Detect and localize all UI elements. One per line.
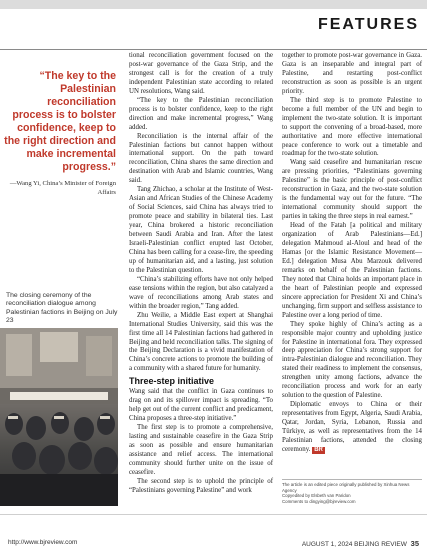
paragraph: Wang said that the conflict in Gaza continues to drag on and its spillover impact is spreading. “To help get out of the current conflict and predicament, China proposes a three-step initiative.” <box>129 388 273 423</box>
paragraph: They spoke highly of China’s acting as a responsible major country and upholding justice for Palestine in international fora. They expressed deep appreciation for China’s strong support for intra-Palestinian dialogue and reconciliation. They stated their readiness to implement the consensus, strengthen unity among factions, advance the reconciliation process and work for an early solution to the question of Palestine. <box>282 320 422 400</box>
pull-quote-text: “The key to the Palestinian reconciliation process is to bolster confidence, keep to the right direction and make incremental progress.” <box>4 70 116 173</box>
paragraph: The first step is to promote a comprehensive, lasting and sustainable ceasefire in the Gaza Strip as soon as possible and ensure humanitarian assistance and relief access. The international community should further unite on the issue of ceasefire. <box>129 424 273 476</box>
credits-contact: Comments to dingying@bjreview.com <box>282 498 356 504</box>
photo-caption: The closing ceremony of the reconciliation dialogue among Palestinian factions in Beijing on July 23 <box>6 292 118 325</box>
paragraph: tional reconciliation government focused on the post-war governance of the Gaza Strip, and the strongest call is for the creation of a truly independent Palestinian state according to related UN resolutions, Wang said. <box>129 52 273 95</box>
paragraph: Tang Zhichao, a scholar at the Institute of West-Asian and African Studies of the Chinese Academy of Social Sciences, said China has always tried to promote peace and stability in bilateral ties. Last year, China brokered a historic reconciliation between Saudi Arabia and Iran. After the latest Israeli-Palestinian conflict erupted last October, China has been calling for a cease-fire, the speeding up of humanitarian aid, and a lasting, just solution to the Palestinian question. <box>129 186 273 274</box>
section-title: FEATURES <box>317 16 419 33</box>
footer-rule <box>0 514 427 515</box>
footer-issue: AUGUST 1, 2024 BEIJING REVIEW <box>301 541 407 548</box>
article-column-2 <box>282 52 422 455</box>
credits-copyeditor: Copyedited by Elsbeth van Paridon <box>282 493 351 499</box>
footer-issue-info <box>302 539 419 548</box>
credits-source: The article is an edited piece originally published by Xinhua News Agency <box>282 482 410 493</box>
footer-url[interactable]: http://www.bjreview.com <box>8 539 78 546</box>
paragraph: Wang said ceasefire and humanitarian rescue are pressing priorities, “Palestinians governing Palestine” is the basic principle of post-conflict reconstruction in Gaza, and the two-state solution is the fundamental way out for the future. “The international community should support the parties in taking the three steps in real earnest.” <box>282 159 422 221</box>
end-mark-logo: BR <box>314 446 323 453</box>
paragraph: The second step is to uphold the principle of “Palestinians governing Palestine” and work <box>129 477 273 494</box>
ceremony-photo <box>0 328 118 506</box>
page-number: 35 <box>410 539 419 548</box>
pull-quote <box>4 70 116 197</box>
pull-quote-attribution: —Wang Yi, China’s Minister of Foreign Affairs <box>9 180 116 196</box>
paragraph: Zhu Weilie, a Middle East expert at Shanghai International Studies University, said this was the first time all 14 Palestinian factions had gathered in Beijing and held reconciliation talks. The signing of the Beijing Declaration is a vivid manifestation of China’s concrete actions to promote the building of a community with a shared future for humanity. <box>129 311 273 373</box>
paragraph: The third step is to promote Palestine to become a full member of the UN and begin to implement the two-state solution. It is important to support the convening of a broad-based, more authoritative and more effective international peace conference to work out a timetable and roadmap for the two-state solution. <box>282 96 422 158</box>
paragraph-text: Diplomatic envoys to China or their representatives from Egypt, Algeria, Saudi Arabia, Qatar, Jordan, Syria, Lebanon, Russia and Türkiye, as well as representatives from the 14 Palestinian factions, attended the closing ceremony. <box>282 401 422 453</box>
article-column-1 <box>129 52 273 496</box>
header-rule <box>0 49 427 50</box>
ceremony-photo-image <box>0 328 118 506</box>
paragraph: “The key to the Palestinian reconciliation process is to bolster confidence, keep to the right direction and make incremental progress,” Wang added. <box>129 96 273 131</box>
paragraph: together to promote post-war governance in Gaza. Gaza is an inseparable and integral part of Palestine, and restarting post-conflict reconstruction as soon as possible is an urgent priority. <box>282 52 422 95</box>
article-credits <box>282 482 422 504</box>
top-color-bar <box>0 0 427 9</box>
section-subhead: Three-step initiative <box>129 376 215 387</box>
paragraph-final <box>282 401 422 455</box>
paragraph: “China’s stabilizing efforts have not only helped ease tensions within the region, but also catalyzed a wave of reconciliations among Arab states and within the broader region,” Tang added. <box>129 275 273 310</box>
credits-rule <box>282 479 422 480</box>
paragraph: Reconciliation is the internal affair of the Palestinian factions but cannot happen without international support. On the path toward reconciliation, China shares the same direction and destination with Arab and Islamic countries, Wang said. <box>129 132 273 185</box>
paragraph: Head of the Fatah [a political and military organization of Arab Palestinians—Ed.] delegation Mahmoud al-Aloul and head of the Hamas [or the Islamic Resistance Movement—Ed.] delegation Musa Abu Marzouk delivered remarks on behalf of the Palestinian factions. They noted that China holds an important place in the heart of Palestinian people and expressed sincere appreciation for President Xi and China’s unchanging, firm support and selfless assistance to Palestine over a long period of time. <box>282 222 422 319</box>
